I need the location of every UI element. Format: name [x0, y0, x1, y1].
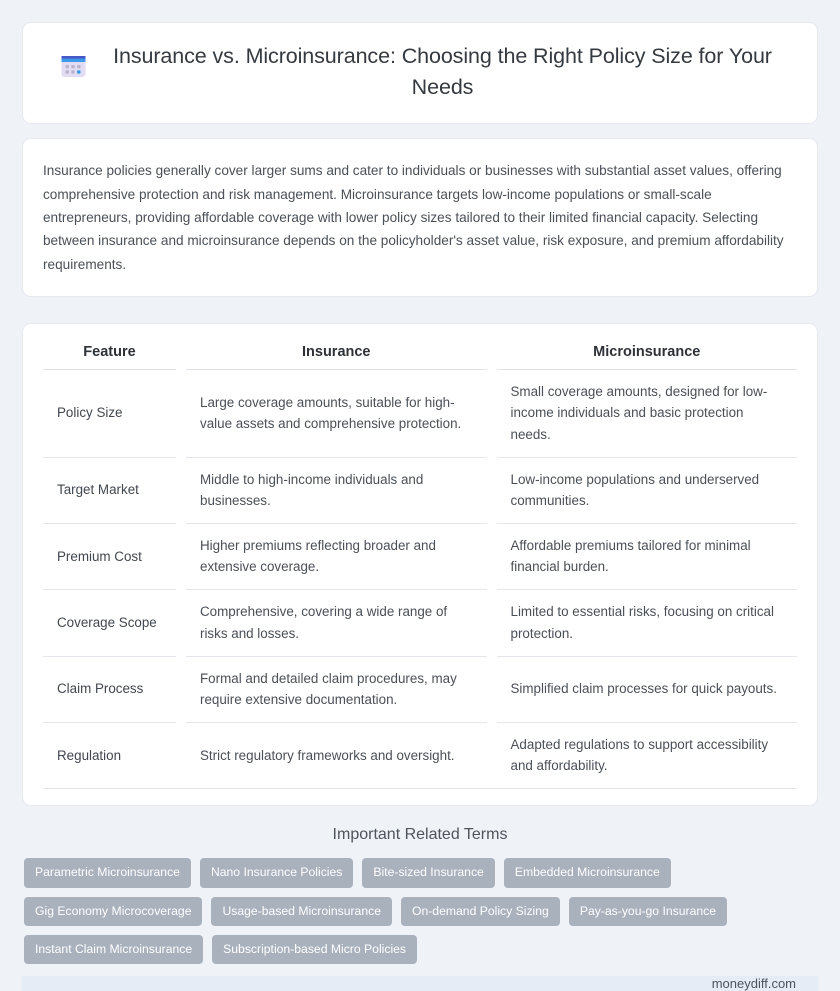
cell-insurance: Large coverage amounts, suitable for high-value assets and comprehensive protection. — [186, 370, 487, 458]
related-term-tag[interactable]: Nano Insurance Policies — [200, 858, 353, 887]
cell-feature: Regulation — [43, 723, 176, 789]
related-terms-tag-list — [24, 858, 816, 964]
table-row — [43, 590, 797, 656]
table-row — [43, 657, 797, 723]
column-gap — [487, 458, 497, 524]
footer-band — [22, 976, 818, 991]
related-term-tag[interactable]: Subscription-based Micro Policies — [212, 935, 417, 964]
cell-microinsurance: Adapted regulations to support accessibility and affordability. — [497, 723, 798, 789]
cell-feature: Claim Process — [43, 657, 176, 723]
cell-insurance: Middle to high-income individuals and businesses. — [186, 458, 487, 524]
cell-feature: Target Market — [43, 458, 176, 524]
cell-microinsurance: Simplified claim processes for quick payouts. — [497, 657, 798, 723]
cell-microinsurance: Small coverage amounts, designed for low-income individuals and basic protection needs. — [497, 370, 798, 458]
cell-insurance: Comprehensive, covering a wide range of risks and losses. — [186, 590, 487, 656]
column-gap — [176, 657, 186, 723]
cell-feature: Coverage Scope — [43, 590, 176, 656]
footer-site-name: moneydiff.com — [711, 976, 796, 991]
related-term-tag[interactable]: Usage-based Microinsurance — [211, 897, 392, 926]
cell-feature: Premium Cost — [43, 524, 176, 590]
cell-insurance: Higher premiums reflecting broader and extensive coverage. — [186, 524, 487, 590]
related-term-tag[interactable]: Bite-sized Insurance — [362, 858, 494, 887]
page-title: Insurance vs. Microinsurance: Choosing the Right Policy Size for Your Needs — [113, 44, 772, 100]
header-inner — [60, 41, 780, 103]
column-gap — [487, 590, 497, 656]
table-row — [43, 524, 797, 590]
comparison-table — [43, 338, 797, 789]
column-gap — [176, 458, 186, 524]
table-row — [43, 458, 797, 524]
column-gap — [176, 338, 186, 370]
cell-feature: Policy Size — [43, 370, 176, 458]
cell-microinsurance: Limited to essential risks, focusing on critical protection. — [497, 590, 798, 656]
comparison-table-card — [22, 323, 818, 806]
related-term-tag[interactable]: Parametric Microinsurance — [24, 858, 191, 887]
description-text: Insurance policies generally cover larger sums and cater to individuals or businesses with substantial asset values, offering comprehensive protection and risk management. Microinsurance targets low-income populations or small-scale entrepreneurs, providing affordable coverage with lower policy sizes tailored to their limited financial capacity. Selecting between insurance and microinsurance depends on the policyholder's asset value, risk exposure, and premium affordability requirements. — [43, 163, 784, 272]
column-gap — [176, 590, 186, 656]
description-card — [22, 138, 818, 297]
table-header-row — [43, 338, 797, 370]
table-row — [43, 370, 797, 458]
column-gap — [487, 723, 497, 789]
column-gap — [487, 657, 497, 723]
header-card — [22, 22, 818, 124]
related-term-tag[interactable]: Embedded Microinsurance — [504, 858, 671, 887]
cell-microinsurance: Affordable premiums tailored for minimal financial burden. — [497, 524, 798, 590]
related-term-tag[interactable]: Pay-as-you-go Insurance — [569, 897, 727, 926]
cell-microinsurance: Low-income populations and underserved communities. — [497, 458, 798, 524]
column-gap — [487, 338, 497, 370]
column-gap — [176, 524, 186, 590]
cell-insurance: Formal and detailed claim procedures, may require extensive documentation. — [186, 657, 487, 723]
cell-insurance: Strict regulatory frameworks and oversight. — [186, 723, 487, 789]
column-header-insurance: Insurance — [186, 338, 487, 370]
table-head — [43, 338, 797, 370]
related-term-tag[interactable]: On-demand Policy Sizing — [401, 897, 560, 926]
column-header-feature: Feature — [43, 338, 176, 370]
related-term-tag[interactable]: Instant Claim Microinsurance — [24, 935, 203, 964]
column-gap — [487, 524, 497, 590]
calendar-icon — [60, 53, 87, 81]
related-terms-title: Important Related Terms — [332, 826, 508, 844]
table-row — [43, 723, 797, 789]
column-gap — [176, 370, 186, 458]
related-terms-section — [22, 826, 818, 964]
footer-spacer — [22, 964, 818, 976]
column-gap — [487, 370, 497, 458]
column-gap — [176, 723, 186, 789]
table-body — [43, 370, 797, 789]
related-term-tag[interactable]: Gig Economy Microcoverage — [24, 897, 202, 926]
column-header-microinsurance: Microinsurance — [497, 338, 798, 370]
